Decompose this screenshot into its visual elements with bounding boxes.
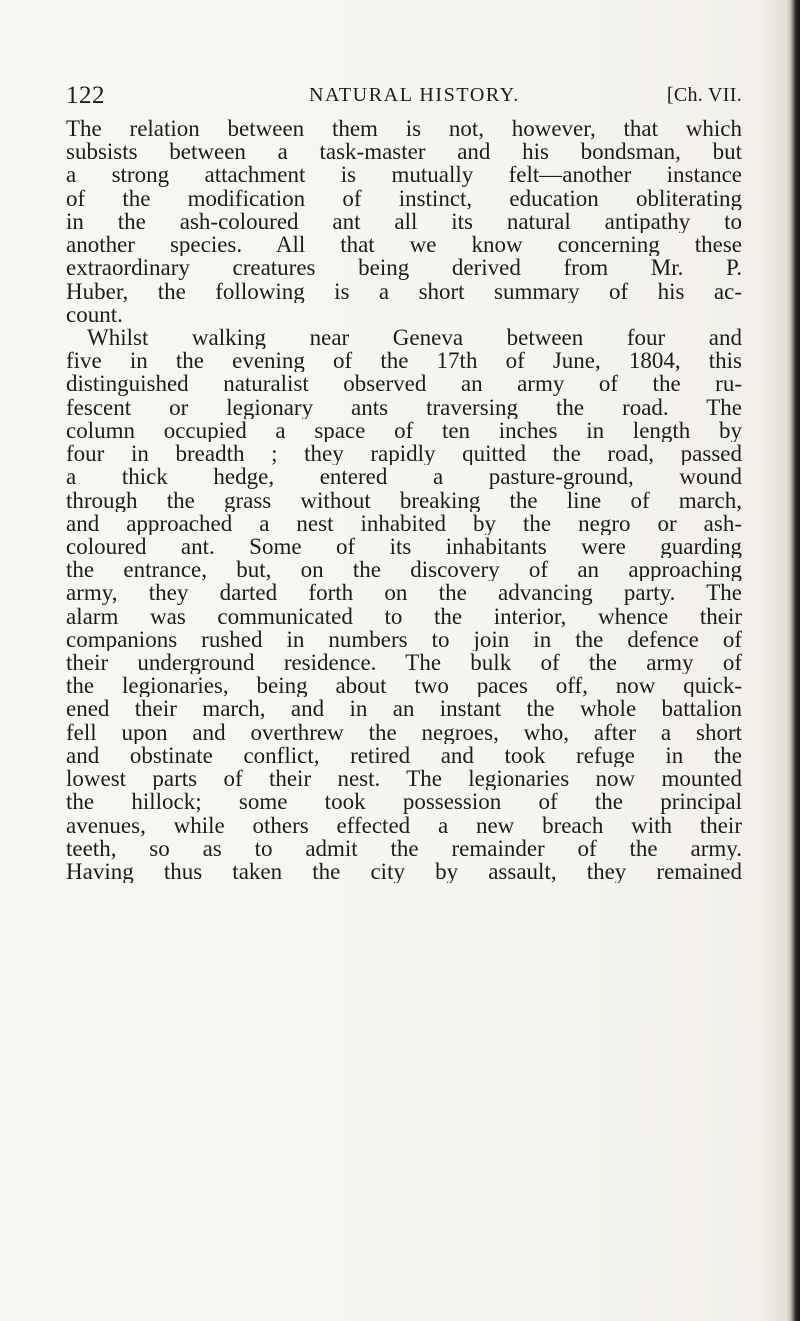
text-line: subsists between a task-master and his bondsman, but	[66, 140, 742, 164]
text-line: army, they darted forth on the advancing party. The	[66, 581, 742, 605]
text-line: their underground residence. The bulk of the army of	[66, 651, 742, 675]
text-line: and approached a nest inhabited by the negro or ash-	[66, 511, 742, 535]
text-line: the legionaries, being about two paces off, now quick-	[66, 674, 742, 698]
text-line: another species. All that we know concerning these	[66, 233, 742, 257]
text-line: The relation between them is not, however, that which	[66, 117, 742, 141]
page-number: 122	[66, 82, 105, 109]
text-line: coloured ant. Some of its inhabitants were guarding	[66, 534, 742, 559]
text-line: avenues, while others effected a new breach with their	[66, 813, 742, 837]
text-line: fell upon and overthrew the negroes, who, after a short	[66, 720, 742, 744]
running-header	[66, 80, 742, 112]
text-line: in the ash-coloured ant all its natural antipathy to	[66, 209, 742, 234]
text-line: count.	[66, 302, 123, 326]
text-line: and obstinate conflict, retired and took refuge in the	[66, 743, 742, 768]
text-line: Having thus taken the city by assault, they remained	[66, 860, 742, 884]
text-line: distinguished naturalist observed an army of the ru-	[66, 372, 742, 396]
text-line: five in the evening of the 17th of June, 1804, this	[66, 349, 742, 373]
text-line: the hillock; some took possession of the principal	[66, 790, 742, 814]
chapter-label: [Ch. VII.	[666, 84, 742, 106]
text-line: column occupied a space of ten inches in length by	[66, 418, 742, 443]
text-line: extraordinary creatures being derived from Mr. P.	[66, 256, 742, 280]
text-line: of the modification of instinct, education obliterating	[66, 186, 742, 210]
page-gutter-shadow	[762, 0, 786, 1321]
text-line: companions rushed in numbers to join in the defence of	[66, 627, 742, 652]
body-text	[66, 117, 742, 883]
text-line: ened their march, and in an instant the whole battalion	[66, 697, 742, 721]
book-binding-edge	[786, 0, 800, 1321]
text-line: Whilst walking near Geneva between four and	[87, 325, 742, 350]
text-line: alarm was communicated to the interior, whence their	[66, 604, 742, 628]
running-title: NATURAL HISTORY.	[309, 84, 520, 106]
text-line: fescent or legionary ants traversing the road. The	[66, 395, 742, 419]
text-line: Huber, the following is a short summary of his ac-	[66, 279, 742, 303]
text-line: four in breadth ; they rapidly quitted the road, passed	[66, 442, 742, 466]
text-line: a thick hedge, entered a pasture-ground, wound	[66, 465, 742, 489]
text-line: teeth, so as to admit the remainder of the army.	[66, 836, 742, 860]
text-line: through the grass without breaking the line of march,	[66, 488, 742, 512]
text-line: lowest parts of their nest. The legionaries now mounted	[66, 767, 742, 791]
text-line: a strong attachment is mutually felt—another instance	[66, 163, 742, 187]
text-line: the entrance, but, on the discovery of an approaching	[66, 558, 742, 582]
